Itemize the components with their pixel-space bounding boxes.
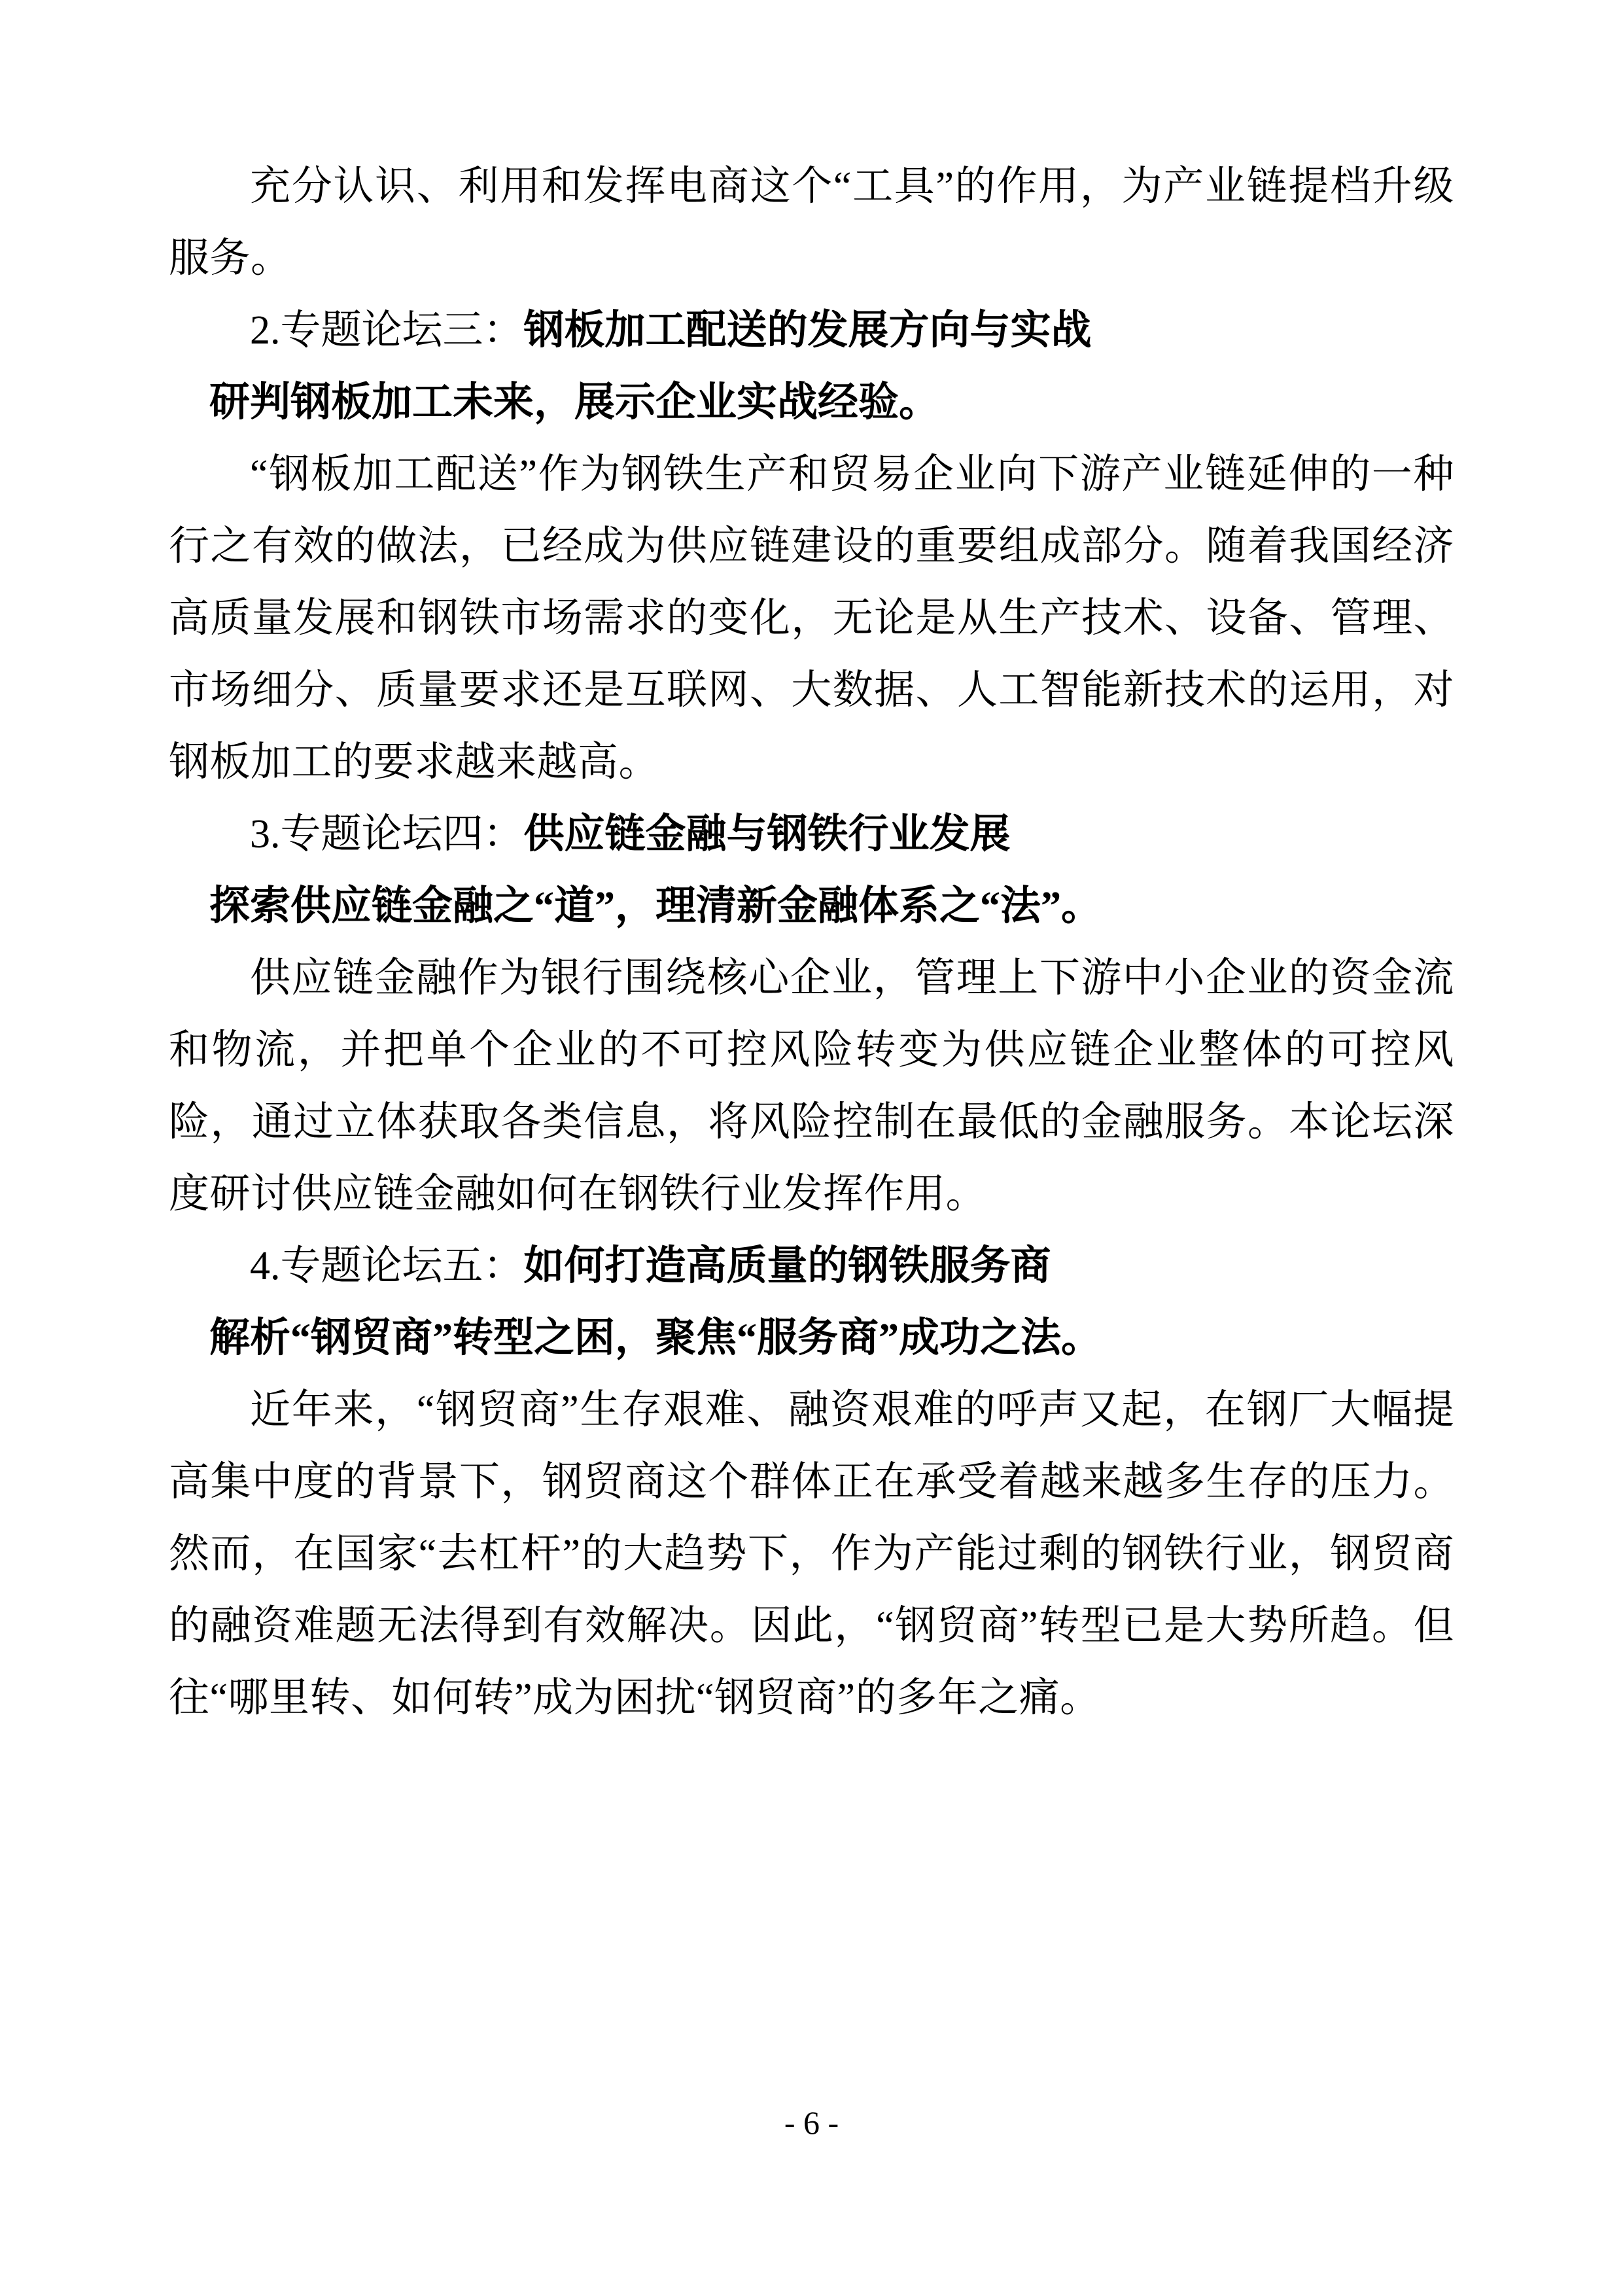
- heading-number: 2.: [250, 308, 281, 353]
- heading-number: 3.: [250, 812, 281, 857]
- heading-title-bold: 钢板加工配送的发展方向与实战: [523, 308, 1092, 353]
- paragraph-intro: 充分认识、利用和发挥电商这个“工具”的作用，为产业链提档升级服务。: [169, 164, 1454, 281]
- page-number: - 6 -: [784, 2104, 839, 2141]
- subheading-forum-three: 研判钢板加工未来，展示企业实战经验。: [209, 380, 940, 425]
- heading-title-bold: 如何打造高质量的钢铁服务商: [523, 1244, 1051, 1288]
- heading-forum-five: [169, 1230, 1454, 1302]
- heading-title: 专题论坛四：: [280, 812, 524, 857]
- heading-forum-three: [169, 294, 1454, 366]
- paragraph-forum-four-body: 供应链金融作为银行围绕核心企业，管理上下游中小企业的资金流和物流，并把单个企业的不可控风险转变为供应链企业整体的可控风险，通过立体获取各类信息，将风险控制在最低的金融服务。本论坛深度研讨供应链金融如何在钢铁行业发挥作用。: [169, 956, 1454, 1216]
- heading-title: 专题论坛五：: [280, 1244, 524, 1288]
- heading-forum-four: [169, 798, 1454, 870]
- heading-title-bold: 供应链金融与钢铁行业发展: [523, 812, 1011, 857]
- document-body: [169, 150, 1454, 1734]
- paragraph-forum-three-body: “钢板加工配送”作为钢铁生产和贸易企业向下游产业链延伸的一种行之有效的做法，已经成为供应链建设的重要组成部分。随着我国经济高质量发展和钢铁市场需求的变化，无论是从生产技术、设备、管理、市场细分、质量要求还是互联网、大数据、人工智能新技术的运用，对钢板加工的要求越来越高。: [169, 452, 1454, 785]
- subheading-forum-four: 探索供应链金融之“道”，理清新金融体系之“法”。: [209, 884, 1102, 928]
- subheading-forum-five: 解析“钢贸商”转型之困，聚焦“服务商”成功之法。: [209, 1316, 1102, 1360]
- paragraph-forum-five-body: 近年来，“钢贸商”生存艰难、融资艰难的呼声又起，在钢厂大幅提高集中度的背景下，钢贸商这个群体正在承受着越来越多生存的压力。然而，在国家“去杠杆”的大趋势下，作为产能过剩的钢铁行业，钢贸商的融资难题无法得到有效解决。因此，“钢贸商”转型已是大势所趋。但往“哪里转、如何转”成为困扰“钢贸商”的多年之痛。: [169, 1388, 1454, 1720]
- heading-number: 4.: [250, 1244, 281, 1288]
- heading-title: 专题论坛三：: [280, 308, 524, 353]
